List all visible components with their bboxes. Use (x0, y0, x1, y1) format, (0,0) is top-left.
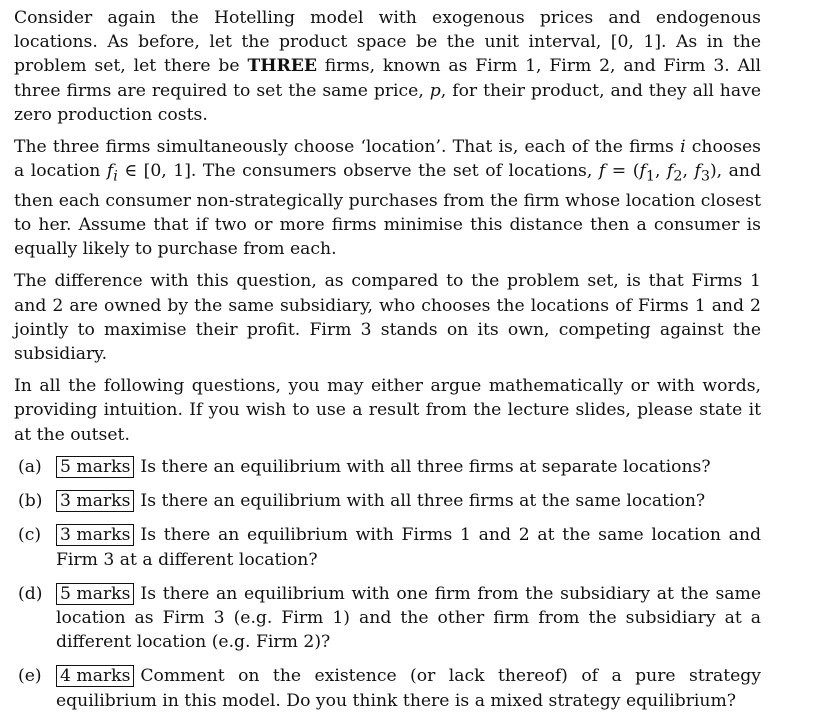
comma-1: , (654, 161, 667, 182)
marks-box: 3 marks (56, 490, 134, 512)
question-e (14, 664, 761, 712)
paragraph-location (14, 135, 761, 261)
question-text: Is there an equilibrium with one firm from the subsidiary at the same location as Firm 3 (e.g. Firm 1) and the other firm from the subsidiary at a different location (e.g. Firm 2)? (56, 583, 761, 653)
intro-text-3: , for their product, and they all have zero production costs. (14, 80, 761, 125)
var-f1: f (639, 161, 646, 182)
question-d (14, 582, 761, 655)
paragraph-subsidiary: The difference with this question, as compared to the problem set, is that Firms 1 and 2 are owned by the same subsidiary, who chooses the locations of Firms 1 and 2 jointly to maximise their profit. Firm 3 stands on its own, competing against the subsidiary. (14, 271, 761, 365)
marks-box: 5 marks (56, 456, 134, 478)
question-label: (c) (18, 525, 42, 546)
intro-text-1: Consider again the Hotelling model with exogenous prices and endogenous locations. As before, let the product space be the unit interval, [0, 1]. As in the problem set, let there be (14, 8, 761, 77)
intro-bold-three: THREE (247, 56, 317, 77)
paragraph-intro (14, 6, 761, 127)
intro-text-2: firms, known as Firm 1, Firm 2, and Firm 3. All three firms are required to set the same price, (14, 56, 761, 101)
price-variable: p (429, 80, 441, 101)
var-f: f (598, 161, 606, 182)
var-f3: f (694, 161, 701, 182)
question-b (14, 489, 761, 513)
marks-box: 3 marks (56, 524, 134, 546)
var-i: i (680, 137, 686, 158)
question-text: Is there an equilibrium with Firms 1 and 2 at the same location and Firm 3 at a different location? (56, 525, 761, 570)
marks-box: 5 marks (56, 583, 134, 605)
var-f2: f (666, 161, 674, 182)
location-text-2: chooses a location (14, 137, 762, 182)
var-f3-sub: 3 (700, 168, 710, 185)
marks-box: 4 marks (56, 665, 134, 687)
comma-2: , (682, 161, 695, 182)
var-f-i: f (106, 161, 114, 182)
location-text-1: The three firms simultaneously choose ‘location’. That is, each of the firms (14, 137, 681, 158)
question-c (14, 523, 761, 571)
var-f2-sub: 2 (673, 168, 683, 185)
question-text: Comment on the existence (or lack thereof) of a pure strategy equilibrium in this model. Do you think there is a mixed strategy equilibrium? (56, 666, 761, 711)
location-text-4: = ( (605, 161, 640, 182)
question-label: (d) (18, 583, 43, 604)
paragraph-instructions: In all the following questions, you may either argue mathematically or with words, providing intuition. If you wish to use a result from the lecture slides, please state it at the outset. (14, 376, 761, 445)
var-f1-sub: 1 (645, 168, 655, 185)
question-label: (b) (18, 491, 43, 512)
question-text: Is there an equilibrium with all three firms at the same location? (140, 491, 706, 512)
question-label: (e) (18, 666, 42, 687)
location-text-3: ∈ [0, 1]. The consumers observe the set of locations, (117, 161, 599, 182)
question-a (14, 455, 761, 479)
location-text-5: ), and then each consumer non-strategically purchases from the firm whose location closest to her. Assume that if two or more firms minimise this distance then a consumer is equally likely to purchase from each. (14, 161, 761, 260)
var-f-i-sub: i (113, 168, 118, 185)
document-body (14, 6, 761, 723)
question-label: (a) (18, 456, 42, 477)
question-text: Is there an equilibrium with all three firms at separate locations? (140, 456, 711, 477)
